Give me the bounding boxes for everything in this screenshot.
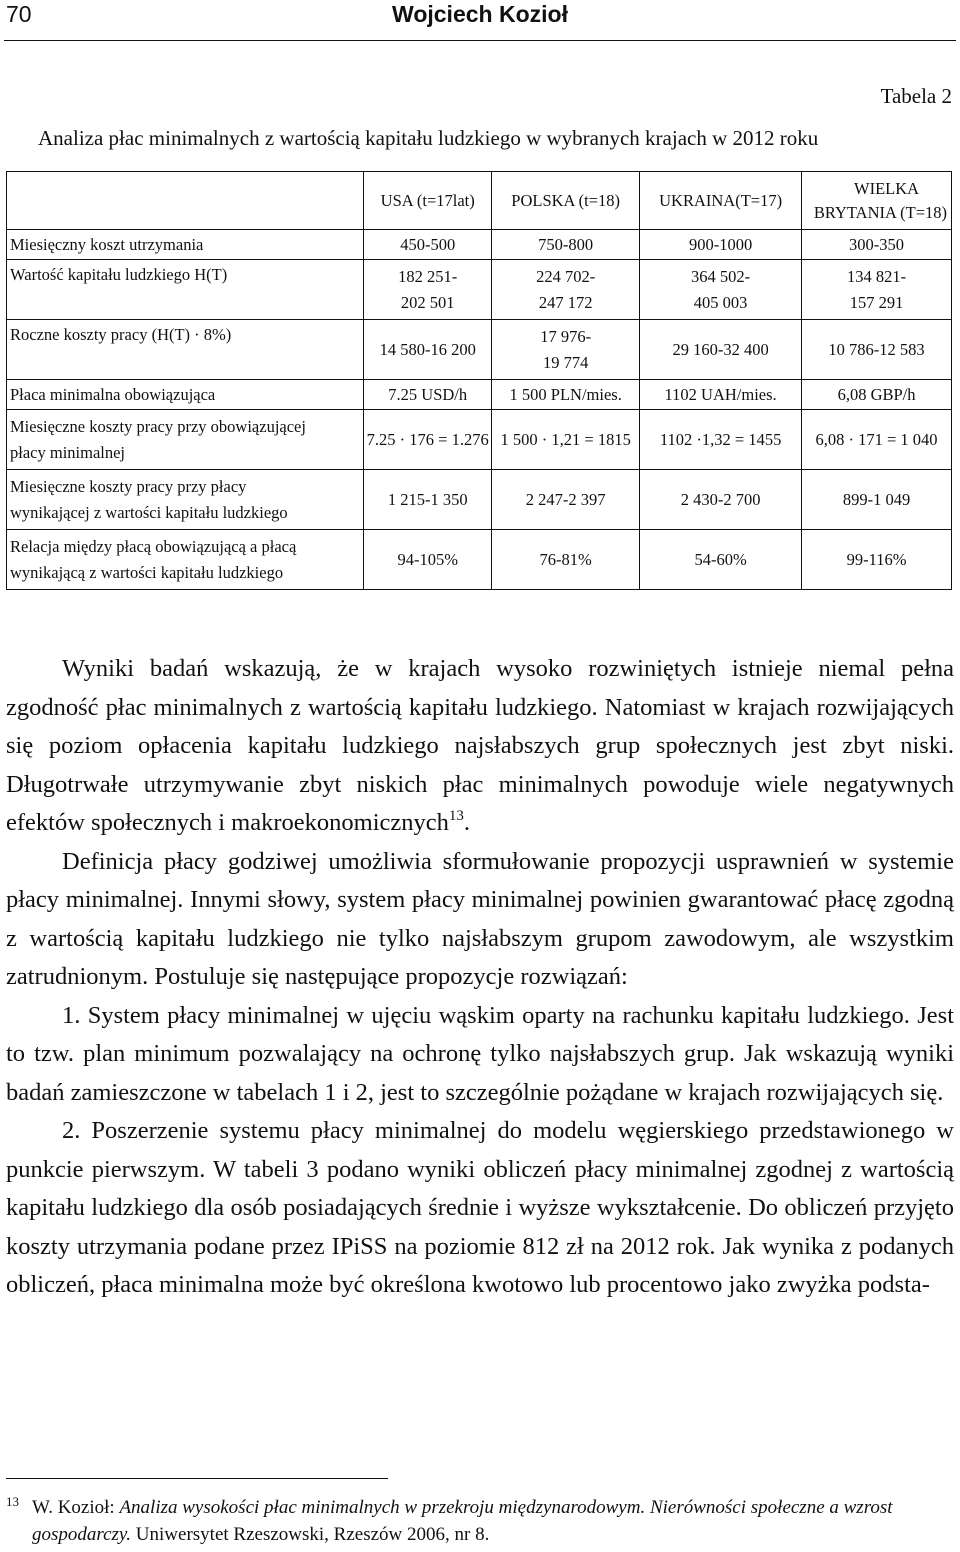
- cell-line: 182 251-: [398, 266, 458, 286]
- table-cell: 1 500 · 1,21 = 1815: [492, 410, 640, 470]
- page-number: 70: [6, 1, 32, 27]
- footnote: [6, 1494, 954, 1548]
- footnote-body: [6, 1494, 954, 1548]
- table-cell: 1102 UAH/mies.: [640, 380, 802, 410]
- table-cell: 54-60%: [640, 530, 802, 590]
- label-line: Miesięczne koszty pracy przy płacy: [10, 476, 247, 496]
- footnote-rule: [6, 1478, 388, 1479]
- table-cell: [492, 260, 640, 320]
- row-label: Roczne koszty pracy (H(T) · 8%): [7, 320, 364, 380]
- table-cell: 6,08 GBP/h: [802, 380, 952, 410]
- table-cell: 7.25 · 176 = 1.276: [364, 410, 492, 470]
- table-cell: 7.25 USD/h: [364, 380, 492, 410]
- running-header: [0, 0, 960, 40]
- table-cell: 99-116%: [802, 530, 952, 590]
- paragraph: 1. System płacy minimalnej w ujęciu wąskim oparty na rachunku kapitału ludzkiego. Jest to tzw. plan minimum pozwalający na ochronę tylko najsłabszych grup. Jak wskazują wyniki badań zamieszczone w tabelach 1 i 2, jest to szczególnie pożądane w krajach rozwijających się.: [6, 1001, 954, 1106]
- paragraph-text: Wyniki badań wskazują, że w krajach wysoko rozwiniętych istnieje niemal pełna zgodność płac minimalnych z wartością kapitału ludzkiego. Natomiast w krajach rozwijających się poziom opłacenia kapitału ludzkiego najsłabszych grup społecznych jest zbyt niski. Długotrwałe utrzymywanie zbyt niskich płac minimalnych powoduje wiele negatywnych efektów społecznych i makroekonomicznych: [6, 655, 954, 836]
- row-label: [7, 410, 364, 470]
- label-line: płacy minimalnej: [10, 442, 126, 462]
- column-header: USA (t=17lat): [364, 172, 492, 230]
- cell-line: 247 172: [538, 292, 593, 312]
- table-row: [7, 410, 952, 470]
- table-cell: [364, 260, 492, 320]
- table-cell: 899-1 049: [802, 470, 952, 530]
- table-row: [7, 230, 952, 260]
- paragraph: [6, 650, 954, 843]
- label-line: wynikającej z wartości kapitału ludzkiego: [10, 502, 288, 522]
- table-cell: 1 215-1 350: [364, 470, 492, 530]
- table-cell: [802, 260, 952, 320]
- table-cell: 900-1000: [640, 230, 802, 260]
- cell-line: 224 702-: [536, 266, 596, 286]
- table-cell: 2 247-2 397: [492, 470, 640, 530]
- header-empty-cell: [7, 172, 364, 230]
- footnote-rest: Uniwersytet Rzeszowski, Rzeszów 2006, nr 8.: [131, 1524, 490, 1545]
- table-cell: 6,08 · 171 = 1 040: [802, 410, 952, 470]
- column-header: [802, 172, 952, 230]
- column-header: POLSKA (t=18): [492, 172, 640, 230]
- table-header-row: [7, 172, 952, 230]
- footnote-title: Analiza wysokości płac minimalnych w przekroju międzynarodowym. Nierówności społeczne a wzrost gospodarczy.: [32, 1497, 893, 1545]
- cell-line: 202 501: [400, 292, 455, 312]
- label-line: Relacja między płacą obowiązującą a płacą: [10, 536, 297, 556]
- paragraph-text: .: [463, 809, 471, 836]
- table-row: [7, 530, 952, 590]
- table-row: [7, 260, 952, 320]
- footnote-ref[interactable]: 13: [448, 808, 464, 824]
- table-cell: 76-81%: [492, 530, 640, 590]
- table-cell: 14 580-16 200: [364, 320, 492, 380]
- table-row: [7, 320, 952, 380]
- table-cell: 1102 ·1,32 = 1455: [640, 410, 802, 470]
- table-label: Tabela 2: [880, 84, 952, 108]
- table-cell: 2 430-2 700: [640, 470, 802, 530]
- label-line: wynikającą z wartości kapitału ludzkiego: [10, 562, 284, 582]
- paragraph: 2. Poszerzenie systemu płacy minimalnej do modelu węgierskiego przedstawionego w punkcie pierwszym. W tabeli 3 podano wyniki obliczeń płacy minimalnej zgodnej z wartością kapitału ludzkiego dla osób posiadających średnie i wyższe wykształcenie. Do obliczeń przyjęto koszty utrzymania podane przez IPiSS na poziomie 812 zł na 2012 rok. Jak wynika z podanych obliczeń, płaca minimalna może być określona kwotowo lub procentowo jako zwyżka podsta-: [6, 1117, 954, 1298]
- row-label: Wartość kapitału ludzkiego H(T): [7, 260, 364, 320]
- running-head-author: Wojciech Kozioł: [392, 1, 568, 27]
- row-label: [7, 470, 364, 530]
- cell-line: 157 291: [849, 292, 904, 312]
- table-cell: [640, 260, 802, 320]
- table-cell: 450-500: [364, 230, 492, 260]
- column-header-line: WIELKA: [854, 178, 920, 198]
- table-cell: 29 160-32 400: [640, 320, 802, 380]
- table-cell: 94-105%: [364, 530, 492, 590]
- footnote-number: 13: [6, 1494, 19, 1509]
- cell-line: 364 502-: [691, 266, 751, 286]
- row-label: [7, 530, 364, 590]
- table-cell: 300-350: [802, 230, 952, 260]
- table-cell: 1 500 PLN/mies.: [492, 380, 640, 410]
- header-rule: [4, 40, 956, 41]
- cell-line: 17 976-: [540, 326, 592, 346]
- cell-line: 405 003: [693, 292, 748, 312]
- column-header-line: BRYTANIA (T=18): [813, 202, 947, 222]
- table-cell: 10 786-12 583: [802, 320, 952, 380]
- cell-line: 134 821-: [846, 266, 907, 286]
- row-label: Płaca minimalna obowiązująca: [7, 380, 364, 410]
- wage-analysis-table: [6, 171, 952, 590]
- table-cell: [492, 320, 640, 380]
- label-line: Miesięczne koszty pracy przy obowiązującej: [10, 416, 306, 436]
- column-header: UKRAINA(T=17): [640, 172, 802, 230]
- table-row: [7, 380, 952, 410]
- cell-line: 19 774: [542, 352, 589, 372]
- table-row: [7, 470, 952, 530]
- footnote-author: W. Kozioł:: [32, 1497, 120, 1518]
- table-title: Analiza płac minimalnych z wartością kapitału ludzkiego w wybranych krajach w 2012 roku: [38, 126, 819, 150]
- body-text: [6, 650, 954, 1305]
- table-cell: 750-800: [492, 230, 640, 260]
- row-label: Miesięczny koszt utrzymania: [7, 230, 364, 260]
- paragraph: Definicja płacy godziwej umożliwia sformułowanie propozycji usprawnień w systemie płacy minimalnej. Innymi słowy, system płacy minimalnej powinien gwarantować płacę zgodną z wartością kapitału ludzkiego nie tylko najsłabszym grupom zawodowym, ale wszystkim zatrudnionym. Postuluje się następujące propozycje rozwiązań:: [6, 847, 954, 990]
